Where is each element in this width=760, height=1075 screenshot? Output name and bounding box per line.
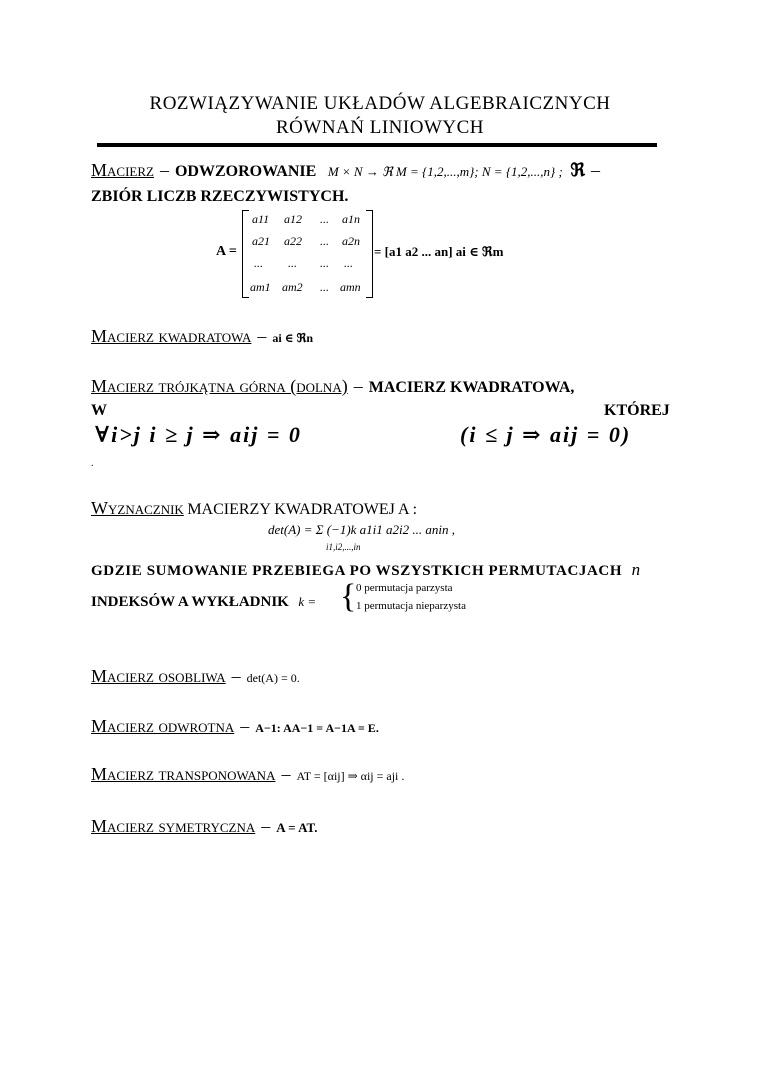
- macierz-definition-line2: ZBIÓR LICZB RZECZYWISTYCH.: [91, 188, 349, 205]
- cases-brace: {: [340, 578, 357, 615]
- dash: –: [159, 160, 169, 180]
- matrix-rhs: = [a1 a2 ... an] ai ∈ ℜm: [374, 244, 504, 259]
- matrix-right-bracket: [366, 210, 373, 298]
- matrix-cell: ...: [320, 280, 329, 294]
- matrix-cell: a21: [252, 234, 270, 248]
- matrix-cell: a22: [284, 234, 302, 248]
- macierz-definition: Macierz – ODWZOROWANIE M × N → ℜ M = {1,2,...,m}; N = {1,2,...,n} ; ℜ –: [91, 160, 600, 180]
- term-osobliwa: Macierz osobliwa: [91, 666, 226, 686]
- macierz-trojkatna: Macierz trójkątna górna (dolna) – MACIERZ KWADRATOWA,: [91, 376, 575, 396]
- matrix-cell: am2: [282, 280, 303, 294]
- matrix-cell: a12: [284, 212, 302, 226]
- term-symetryczna: Macierz symetryczna: [91, 816, 256, 836]
- macierz-osobliwa: Macierz osobliwa – det(A) = 0.: [91, 666, 300, 686]
- wyznacznik: Wyznacznik MACIERZY KWADRATOWEJ A :: [91, 498, 418, 518]
- wyznacznik-formula: det(A) = Σ (−1)k a1i1 a2i2 ... anin ,: [268, 522, 456, 537]
- macierz-kwadratowa: Macierz kwadratowa – ai ∈ ℜn: [91, 326, 314, 346]
- term-trojkatna: Macierz trójkątna górna (dolna): [91, 376, 348, 396]
- title-line-1: ROZWIĄZYWANIE UKŁADÓW ALGEBRAICZNYCH: [149, 93, 611, 114]
- trojkatna-dot: .: [91, 458, 94, 469]
- term-transponowana: Macierz transponowana: [91, 764, 276, 784]
- matrix-cell: a11: [252, 212, 270, 226]
- matrix-cell: ...: [254, 256, 263, 270]
- term-odwrotna: Macierz odwrotna: [91, 716, 235, 736]
- matrix-cell: amn: [340, 280, 361, 294]
- macierz-transponowana: Macierz transponowana – AT = [αij] ⇒ αij = aji .: [91, 764, 405, 784]
- trojkatna-formula-right: (i ≤ j ⇒ aij = 0): [460, 422, 632, 447]
- matrix-cell: ...: [320, 234, 329, 248]
- trojkatna-formula-left: ∀i>j i ≥ j ⇒ aij = 0: [95, 422, 302, 447]
- matrix-cell: ...: [288, 256, 297, 270]
- matrix-cell: a1n: [342, 212, 360, 226]
- macierz-odwrotna: Macierz odwrotna – A−1: AA−1 = A−1A = E.: [91, 716, 379, 736]
- macierz-formula: M × N → ℜ M = {1,2,...,m}; N = {1,2,...,n} ;: [327, 164, 563, 179]
- case-0: 0 permutacja parzysta: [356, 582, 453, 594]
- title-rule: [97, 143, 657, 147]
- wyznacznik-line2: GDZIE SUMOWANIE PRZEBIEGA PO WSZYSTKICH PERMUTACJACH n: [91, 560, 641, 579]
- matrix-cell: ...: [344, 256, 353, 270]
- matrix-cell: ...: [320, 256, 329, 270]
- term-macierz: Macierz: [91, 160, 154, 180]
- matrix-a: [216, 210, 586, 298]
- macierz-symetryczna: Macierz symetryczna – A = AT.: [91, 816, 318, 836]
- real-symbol: ℜ: [570, 160, 585, 180]
- term-kwadratowa: Macierz kwadratowa: [91, 326, 252, 346]
- matrix-cell: ...: [320, 212, 329, 226]
- wyznacznik-line3: INDEKSÓW A WYKŁADNIK k =: [91, 594, 317, 610]
- matrix-lhs: A =: [216, 244, 237, 259]
- trojkatna-w: W: [91, 402, 107, 419]
- case-1: 1 permutacja nieparzysta: [356, 600, 466, 612]
- title-line-2: RÓWNAŃ LINIOWYCH: [276, 117, 484, 138]
- term-wyznacznik: Wyznacznik: [91, 498, 184, 518]
- macierz-desc: ODWZOROWANIE: [174, 163, 317, 180]
- matrix-left-bracket: [242, 210, 249, 298]
- matrix-cell: a2n: [342, 234, 360, 248]
- trojkatna-ktorej: KTÓREJ: [604, 402, 670, 419]
- matrix-cell: am1: [250, 280, 271, 294]
- sum-index: i1,i2,...,in: [326, 542, 361, 552]
